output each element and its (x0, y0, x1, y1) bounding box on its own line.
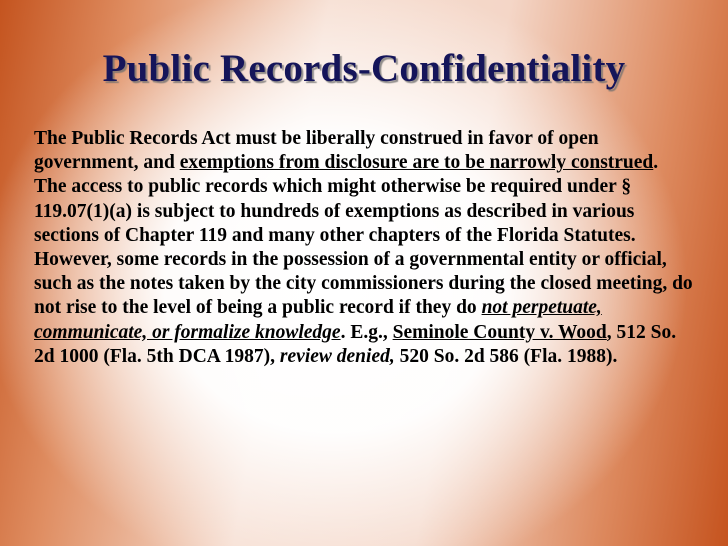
body-text-knowledge-italic: not perpetuate, communicate, or formalize knowledge (34, 297, 602, 343)
body-text-eg: . E.g., (340, 321, 393, 343)
case-citation-review-denied: review denied, (279, 345, 395, 367)
case-citation-reporter: , 512 So. 2d 1000 (Fla. 5th DCA 1987), (34, 321, 677, 367)
body-text-intro: The Public Records Act must be liberally construed in favor of open government, and (34, 128, 599, 174)
slide-body-text (34, 127, 694, 369)
case-citation-final: 520 So. 2d 586 (Fla. 1988). (394, 345, 618, 367)
body-text-access: . The access to public records which might otherwise be required under § 119.07(1)(a) is subject to hundreds of exemptions as described in various sections of Chapter 119 and many other chapters of the Florida Statutes. However, some records in the possession of a governmental entity or official, such as the notes taken by the city commissioners during the closed meeting, do not rise to the level of being a public record if they do (34, 152, 693, 319)
case-citation-name: Seminole County v. Wood (392, 321, 607, 343)
slide-title: Public Records-Confidentiality (102, 47, 626, 90)
body-text-exemptions-underlined: exemptions from disclosure are to be narrowly construed (179, 152, 654, 174)
